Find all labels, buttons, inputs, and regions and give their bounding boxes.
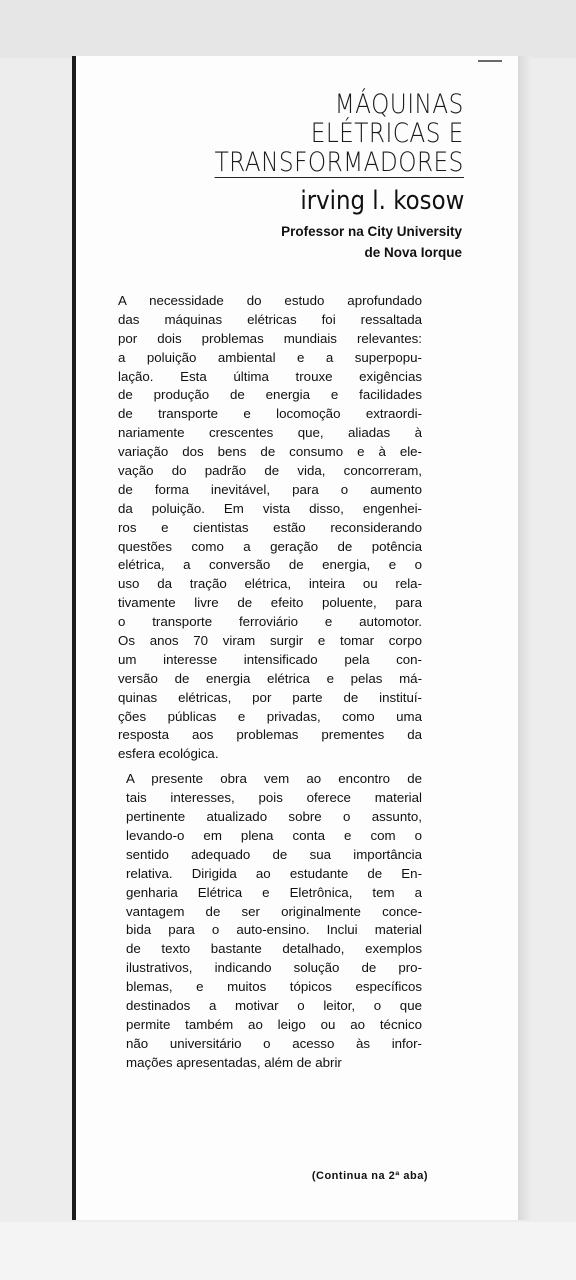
text-line: quinas elétricas, por parte de instituí-	[118, 689, 422, 705]
text-line: de texto bastante detalhado, exemplos	[126, 941, 422, 957]
paragraph-2	[126, 770, 422, 1072]
background-top-band	[0, 0, 576, 58]
text-line: variação dos bens de consumo e à ele-	[118, 444, 422, 460]
page-corner-mark	[478, 60, 502, 62]
book-title	[174, 90, 464, 178]
background-bottom-band	[0, 1222, 576, 1280]
text-line: de produção de energia e facilidades	[118, 387, 422, 403]
text-line: Os anos 70 viram surgir e tomar corpo	[118, 633, 422, 649]
page-edge-shadow	[518, 56, 532, 1220]
text-line: permite também ao leigo ou ao técnico	[126, 1016, 422, 1032]
text-line: ros e cientistas estão reconsiderando	[118, 519, 422, 535]
affiliation-line: de Nova Iorque	[364, 245, 462, 260]
text-line: versão de energia elétrica e pelas má-	[118, 670, 422, 686]
text-line: mações apresentadas, além de abrir	[126, 1054, 342, 1070]
text-line: não universitário o acesso às infor-	[126, 1035, 422, 1051]
author-affiliation	[281, 221, 462, 263]
text-line: blemas, e muitos tópicos específicos	[126, 979, 422, 995]
text-line: levando-o em plena conta e com o	[126, 827, 422, 843]
text-line: A necessidade do estudo aprofundado	[118, 293, 422, 308]
text-line: sentido adequado de sua importância	[126, 846, 422, 862]
flap-body-text	[118, 292, 422, 1073]
text-line: tivamente livre de efeito poluente, para	[118, 595, 422, 611]
affiliation-line: Professor na City University	[281, 224, 462, 239]
text-line: ilustrativos, indicando solução de pro-	[126, 960, 422, 976]
title-line: ELÉTRICAS E	[310, 118, 464, 149]
text-line: vação do padrão de vida, concorreram,	[118, 463, 422, 479]
text-line: o transporte ferroviário e automotor.	[118, 614, 422, 630]
text-line: bida para o auto-ensino. Inclui material	[126, 922, 422, 938]
text-line: nariamente crescentes que, aliadas à	[118, 425, 422, 441]
text-line: esfera ecológica.	[118, 746, 219, 762]
text-line: resposta aos problemas prementes da	[118, 727, 422, 743]
text-line: lação. Esta última trouxe exigências	[118, 368, 422, 384]
text-line: de transporte e locomoção extraordi-	[118, 406, 422, 422]
text-line: uso da tração elétrica, inteira ou rela-	[118, 576, 422, 592]
text-line: a poluição ambiental e a superpopu-	[118, 349, 422, 365]
text-line: da poluição. Em vista disso, engenhei-	[118, 500, 422, 516]
text-line: por dois problemas mundiais relevantes:	[118, 330, 422, 346]
text-line: relativa. Dirigida ao estudante de En-	[126, 865, 422, 881]
text-line: um interesse intensificado pela con-	[118, 651, 422, 667]
title-line: TRANSFORMADORES	[214, 147, 464, 178]
paragraph-1	[118, 292, 422, 764]
author-name: irving l. kosow	[300, 186, 464, 216]
text-line: elétrica, a conversão de energia, e o	[118, 557, 422, 573]
text-line: questões como a geração de potência	[118, 538, 422, 554]
text-line: tais interesses, pois oferece material	[126, 790, 422, 806]
text-line: A presente obra vem ao encontro de	[126, 771, 422, 787]
text-line: ções públicas e privadas, como uma	[118, 708, 422, 724]
text-line: genharia Elétrica e Eletrônica, tem a	[126, 884, 422, 900]
text-line: vantagem de ser originalmente conce-	[126, 903, 422, 919]
continuation-note: (Continua na 2ª aba)	[311, 1170, 428, 1182]
title-line: MÁQUINAS	[334, 89, 464, 120]
text-line: de forma inevitável, para o aumento	[118, 481, 422, 497]
text-line: destinados a motivar o leitor, o que	[126, 997, 422, 1013]
text-line: pertinente atualizado sobre o assunto,	[126, 809, 422, 825]
text-line: das máquinas elétricas foi ressaltada	[118, 311, 422, 327]
